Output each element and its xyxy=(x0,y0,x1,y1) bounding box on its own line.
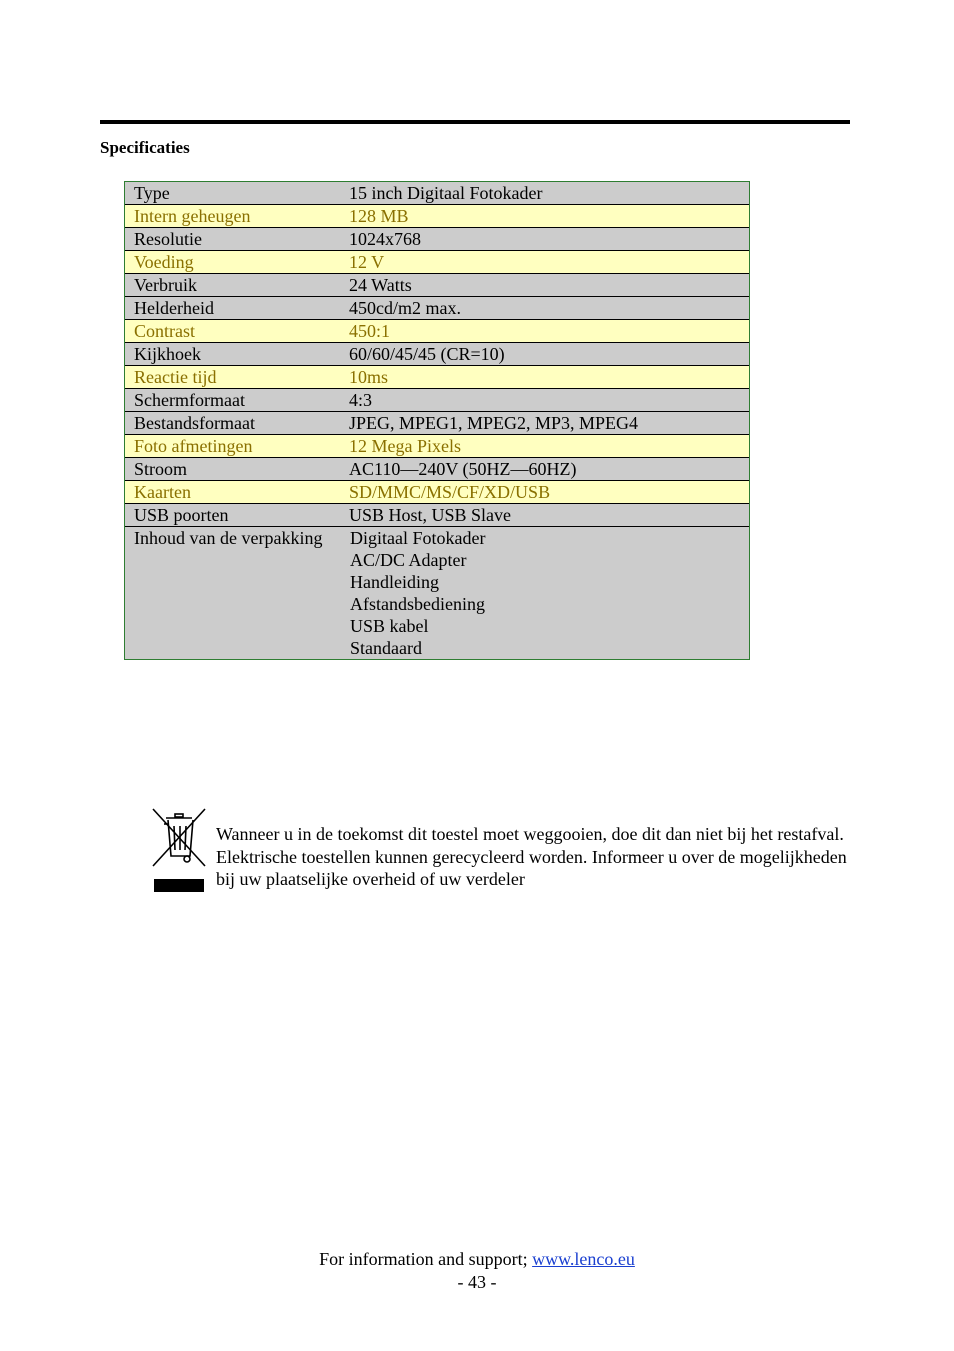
spec-key: Type xyxy=(134,183,170,203)
spec-value xyxy=(349,343,749,365)
spec-key: Helderheid xyxy=(134,298,214,318)
spec-row xyxy=(125,526,749,659)
spec-value-line: 4:3 xyxy=(349,390,373,410)
spec-value-line: 15 inch Digitaal Fotokader xyxy=(349,183,543,203)
spec-row xyxy=(125,296,749,319)
spec-value-line: Standaard xyxy=(350,638,422,658)
spec-value-line: USB Host, USB Slave xyxy=(349,505,512,525)
spec-value xyxy=(349,320,749,342)
section-title: Specificaties xyxy=(100,138,190,157)
spec-row xyxy=(125,411,749,434)
spec-value-line: 1024x768 xyxy=(349,229,421,249)
spec-value-line: 450cd/m2 max. xyxy=(349,298,461,318)
spec-value-line: 12 V xyxy=(349,252,385,272)
spec-key: Reactie tijd xyxy=(134,367,217,387)
spec-row xyxy=(125,182,749,204)
disposal-notice: Wanneer u in de toekomst dit toestel moet weggooien, doe dit dan niet bij het restafval. Elektrische toestellen kunnen gerecycleerd worden. Informeer u over de mogelijkheden bij uw plaatselijke overheid of uw verdeler xyxy=(216,824,847,889)
spec-value xyxy=(349,481,749,503)
spec-key: Kijkhoek xyxy=(134,344,201,364)
spec-value-line: 128 MB xyxy=(349,206,409,226)
spec-row xyxy=(125,365,749,388)
spec-table xyxy=(124,181,750,660)
spec-row xyxy=(125,250,749,273)
spec-value-line: Digitaal Fotokader xyxy=(350,528,486,548)
spec-value xyxy=(349,274,749,296)
spec-key: Bestandsformaat xyxy=(134,413,255,433)
spec-value xyxy=(349,366,749,388)
spec-value-line: 12 Mega Pixels xyxy=(349,436,461,456)
spec-key: Contrast xyxy=(134,321,195,341)
spec-key: Inhoud van de verpakking xyxy=(134,528,323,548)
spec-key: Stroom xyxy=(134,459,188,479)
spec-key: Kaarten xyxy=(134,482,191,502)
spec-value-line: AC110—240V (50HZ—60HZ) xyxy=(349,459,577,479)
spec-value xyxy=(349,228,749,250)
spec-value xyxy=(349,412,749,434)
spec-row xyxy=(125,342,749,365)
spec-value-line: 60/60/45/45 (CR=10) xyxy=(349,344,505,364)
spec-value xyxy=(349,504,749,526)
spec-row xyxy=(125,480,749,503)
spec-row xyxy=(125,434,749,457)
spec-value-line: 24 Watts xyxy=(349,275,412,295)
spec-value xyxy=(349,251,749,273)
top-rule xyxy=(100,120,850,124)
footer xyxy=(0,1248,954,1294)
spec-value-line: AC/DC Adapter xyxy=(350,550,467,570)
spec-value-line: 450:1 xyxy=(349,321,391,341)
spec-value xyxy=(349,435,749,457)
spec-key: USB poorten xyxy=(134,505,229,525)
spec-value xyxy=(349,205,749,227)
spec-row xyxy=(125,227,749,250)
spec-row xyxy=(125,457,749,480)
spec-value-line: Handleiding xyxy=(350,572,439,592)
spec-value-line: Afstandsbediening xyxy=(350,594,485,614)
spec-value xyxy=(349,458,749,480)
spec-key: Voeding xyxy=(134,252,194,272)
spec-value xyxy=(349,297,749,319)
spec-key: Resolutie xyxy=(134,229,202,249)
spec-row xyxy=(125,273,749,296)
spec-value xyxy=(349,389,749,411)
spec-value-line: SD/MMC/MS/CF/XD/USB xyxy=(349,482,551,502)
spec-value-line: USB kabel xyxy=(350,616,429,636)
spec-key: Intern geheugen xyxy=(134,206,251,226)
crossed-out-wheelie-bin-icon xyxy=(150,806,208,894)
spec-row xyxy=(125,503,749,526)
spec-value xyxy=(349,527,749,659)
support-link[interactable]: www.lenco.eu xyxy=(532,1249,635,1269)
spec-value-line: JPEG, MPEG1, MPEG2, MP3, MPEG4 xyxy=(349,413,639,433)
spec-row xyxy=(125,388,749,411)
page-number: - 43 - xyxy=(457,1272,497,1292)
spec-row xyxy=(125,204,749,227)
spec-row xyxy=(125,319,749,342)
support-line xyxy=(0,1248,954,1271)
spec-value xyxy=(349,182,749,204)
support-text: For information and support; xyxy=(319,1249,533,1269)
spec-key: Schermformaat xyxy=(134,390,245,410)
spec-value-line: 10ms xyxy=(349,367,389,387)
spec-key: Verbruik xyxy=(134,275,197,295)
spec-key: Foto afmetingen xyxy=(134,436,253,456)
